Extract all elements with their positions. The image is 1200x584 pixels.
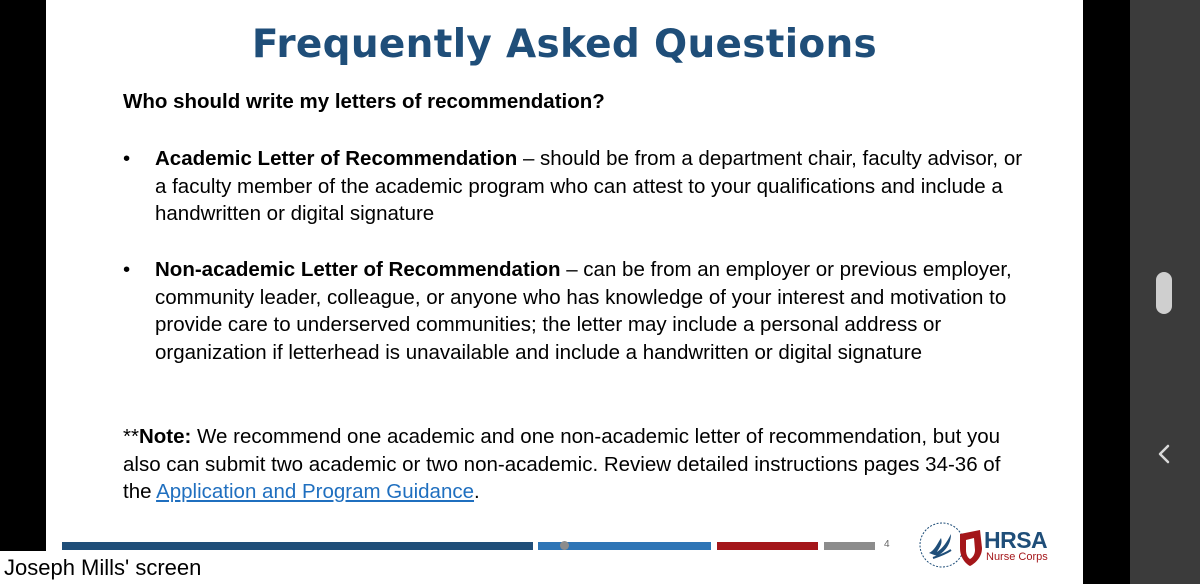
- shared-slide: [46, 0, 1083, 584]
- note-paragraph: [123, 423, 1023, 506]
- scroll-handle[interactable]: [1156, 272, 1172, 314]
- bullet-text: [155, 145, 1023, 228]
- left-letterbox: [0, 0, 46, 584]
- bullet-heading: Non-academic Letter of Recommendation: [155, 258, 561, 281]
- note-suffix: .: [474, 480, 480, 503]
- hrsa-logo-text: HRSA: [984, 527, 1048, 553]
- right-letterbox: [1083, 0, 1130, 584]
- footer-bar-navy: [62, 542, 533, 550]
- bullet-body: – can be from an employer or previous employer, community leader, colleague, or anyone who has knowledge of your interest and motivation to provide care to underserved communities; the letter may include a personal address or organization if letterhead is unavailable and include a handwritten or digital signature: [155, 258, 1012, 364]
- note-prefix: **: [123, 425, 139, 448]
- page-number: 4: [884, 539, 890, 550]
- bullet-academic-letter: [123, 145, 1023, 228]
- bullet-marker: •: [123, 258, 131, 281]
- guidance-link[interactable]: Application and Program Guidance: [156, 480, 475, 503]
- presenter-screen-label: Joseph Mills' screen: [0, 551, 208, 584]
- note-body: We recommend one academic and one non-academic letter of recommendation, but you also can submit two academic or two non-academic. Review detailed instructions pages 34-36 of the: [123, 425, 1001, 503]
- bullet-heading: Academic Letter of Recommendation: [155, 147, 518, 170]
- footer-dot: [560, 541, 569, 550]
- nurse-corps-text: Nurse Corps: [986, 551, 1048, 563]
- footer-bar-gray: [824, 542, 875, 550]
- faq-question: Who should write my letters of recommendation?: [123, 90, 605, 113]
- footer-bar-red: [717, 542, 818, 550]
- bullet-text: [155, 256, 1023, 366]
- chevron-left-icon[interactable]: [1152, 440, 1176, 468]
- note-label: Note:: [138, 425, 192, 448]
- slide-title: Frequently Asked Questions: [251, 22, 878, 67]
- bullet-marker: •: [123, 147, 131, 170]
- bullet-body: – should be from a department chair, faculty advisor, or a faculty member of the academic program who can attest to your qualifications and include a handwritten or digital signature: [155, 147, 1023, 225]
- bullet-non-academic-letter: [123, 256, 1023, 366]
